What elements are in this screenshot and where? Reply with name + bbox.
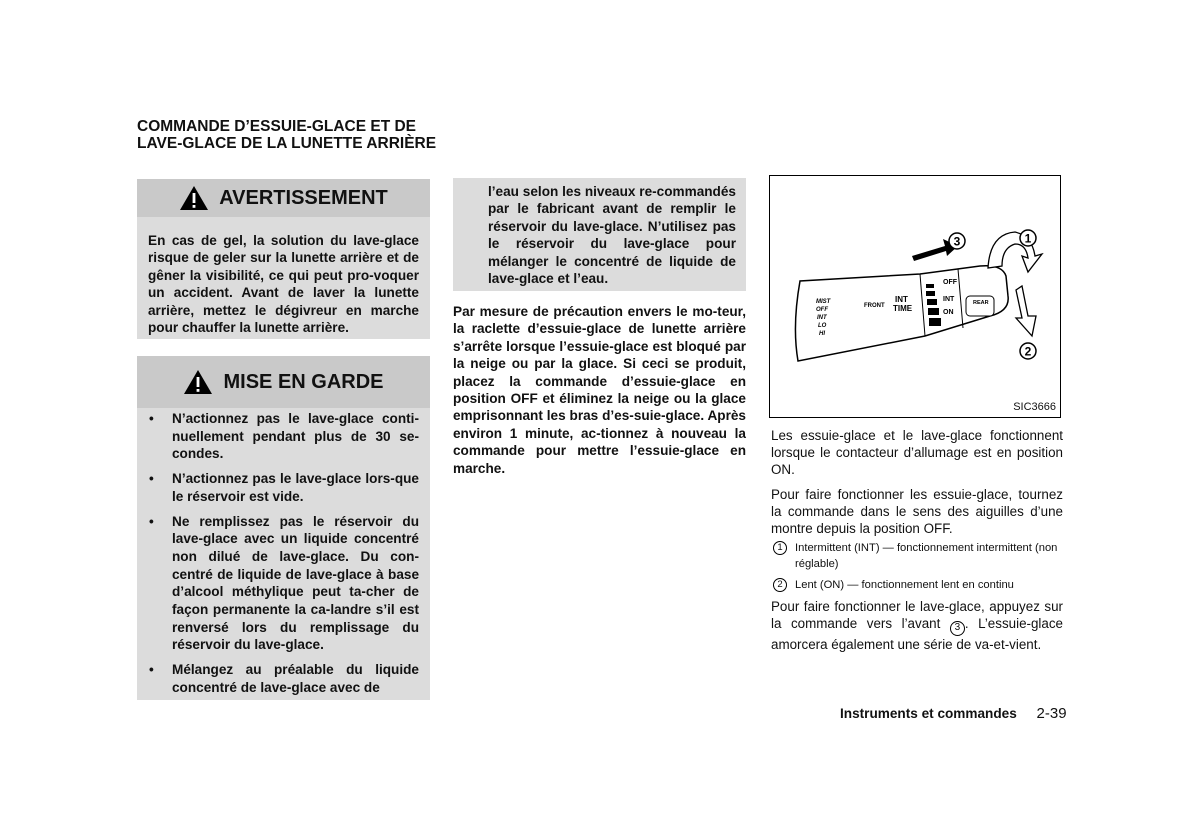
callout-3: 3 bbox=[953, 234, 961, 249]
caution-list bbox=[137, 410, 430, 697]
list-item: • Ne remplissez pas le réservoir du lave-glace avec un liquide concentré non dilué de lave-glace. Du con-centré de liquide de lave-glace à base d’alcool méthylique peut ta-cher de façon permanente la ca-landre s’il est renversé lors du remplissage du réservoir du lave-glace. bbox=[149, 513, 419, 653]
paragraph-1: Les essuie-glace et le lave-glace fonctionnent lorsque le contacteur d’allumage est en position ON. bbox=[771, 428, 1063, 478]
paragraph-3: Pour faire fonctionner le lave-glace, appuyez sur la commande vers l’avant 3 . L’essuie-glace amorcera également une série de va-et-vient. bbox=[771, 599, 1063, 652]
label-int: INT bbox=[817, 315, 827, 321]
list-item: • N’actionnez pas le lave-glace conti-nuellement pendant plus de 30 se-condes. bbox=[149, 411, 419, 462]
warning-header bbox=[137, 179, 430, 217]
section-heading: COMMANDE D’ESSUIE-GLACE ET DE LAVE-GLACE DE LA LUNETTE ARRIÈRE bbox=[137, 118, 437, 152]
label-front: FRONT bbox=[864, 303, 885, 309]
figure-code: SIC3666 bbox=[1013, 401, 1056, 413]
bullet-icon: • bbox=[149, 471, 154, 487]
label-rear-on: ON bbox=[943, 309, 954, 316]
bullet-icon: • bbox=[149, 662, 154, 678]
warning-text: En cas de gel, la solution du lave-glace risque de geler sur la lunette arrière et de gêner la visibilité, ce qui peut pro-voquer un accident. Avant de laver la lunette arrière, mettez le dégivreur en marche pour chauffer la lunette arrière. bbox=[148, 233, 419, 336]
wiper-switch-figure bbox=[769, 175, 1061, 418]
caution-box bbox=[137, 356, 430, 700]
callout-2: 2 bbox=[1024, 344, 1032, 359]
paragraph-2: Pour faire fonctionner les essuie-glace, tournez la commande dans le sens des aiguilles d’une montre depuis la position OFF. bbox=[771, 486, 1063, 537]
list-item: • N’actionnez pas le lave-glace lors-que le réservoir est vide. bbox=[149, 471, 419, 504]
footer-section: Instruments et commandes bbox=[840, 706, 1017, 721]
label-hi: HI bbox=[819, 331, 825, 337]
caution-title: MISE EN GARDE bbox=[223, 370, 384, 393]
page-number: 2-39 bbox=[1036, 705, 1067, 722]
list-item: • Mélangez au préalable du liquide concentré de lave-glace avec de bbox=[149, 662, 419, 695]
label-off: OFF bbox=[816, 307, 828, 313]
warning-icon bbox=[183, 369, 213, 395]
wiper-switch-illustration bbox=[770, 176, 1060, 391]
label-rear: REAR bbox=[973, 300, 989, 306]
label-mist: MIST bbox=[816, 299, 831, 305]
label-rear-int: INT bbox=[943, 296, 955, 303]
label-int-time-1: INT bbox=[895, 295, 908, 304]
right-column bbox=[771, 427, 1063, 660]
callout-1: 1 bbox=[1024, 231, 1032, 246]
warning-icon bbox=[179, 185, 209, 211]
caution-continued-box bbox=[453, 178, 746, 291]
list-item: 2 Lent (ON) — fonctionnement lent en continu bbox=[773, 577, 1063, 593]
label-int-time-2: TIME bbox=[893, 304, 913, 313]
caution-header bbox=[137, 356, 430, 408]
page-footer bbox=[840, 705, 1067, 722]
warning-title: AVERTISSEMENT bbox=[219, 186, 388, 209]
bullet-icon: • bbox=[149, 411, 154, 426]
caution-continued-text: l’eau selon les niveaux re-commandés par le fabricant avant de remplir le réservoir du lave-glace. N’utilisez pas le réservoir du lave-glace pour mélanger le concentré de liquide de lave-glace et l’eau. bbox=[488, 184, 736, 287]
number-circle-3: 3 bbox=[950, 621, 965, 636]
label-lo: LO bbox=[818, 323, 827, 329]
warning-box bbox=[137, 179, 430, 339]
precaution-paragraph: Par mesure de précaution envers le mo-teur, la raclette d’essuie-glace de lunette arrière s’arrête lorsque l’essuie-glace est bloqué par la neige ou par la glace. Si ceci se produit, placez la commande d’essuie-glace en position OFF et éliminez la neige ou la glace emprisonnant les bras d’es-suie-glace. Après environ 1 minute, ac-tionnez à nouveau la commande pour mettre l’essuie-glace en marche. bbox=[453, 304, 746, 476]
label-rear-off: OFF bbox=[943, 279, 957, 286]
list-item: 1 Intermittent (INT) — fonctionnement intermittent (non réglable) bbox=[773, 540, 1063, 572]
bullet-icon: • bbox=[149, 513, 154, 529]
number-circle-2: 2 bbox=[773, 578, 787, 592]
number-circle-1: 1 bbox=[773, 541, 787, 555]
